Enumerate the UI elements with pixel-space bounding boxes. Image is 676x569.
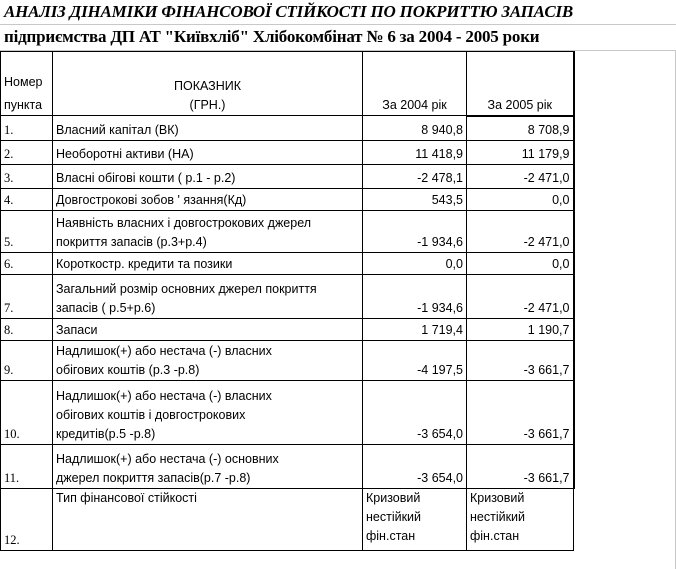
table-row [1,341,574,381]
value-2004: 543,5 [363,189,467,211]
row-number: 7. [1,275,53,319]
indicator-line: Надлишок(+) або нестача (-) основних [56,452,279,466]
row-indicator [53,253,363,275]
row-number: 8. [1,319,53,341]
indicator-line: обігових коштів і довгострокових [56,408,246,422]
row-indicator [53,319,363,341]
row-number: 10. [1,381,53,445]
indicator-line: покриття запасів (р.3+р.4) [56,235,207,249]
row-number: 4. [1,189,53,211]
stability-analysis-table [0,51,575,551]
indicator-line: Загальний розмір основних джерел покриття [56,282,317,296]
header-2004-cell [363,52,467,116]
table-row [1,141,574,165]
row-number: 12. [1,489,53,551]
value-2005: -2 471,0 [467,275,574,319]
value-2005: 1 190,7 [467,319,574,341]
report-subtitle: підприємства ДП АТ "Київхліб" Хлібокомбінат № 6 за 2004 - 2005 роки [4,27,540,46]
report-title: АНАЛІЗ ДІНАМІКИ ФІНАНСОВОЇ СТІЙКОСТІ ПО ПОКРИТТЮ ЗАПАСІВ [4,2,574,21]
value-2004: -3 654,0 [363,445,467,489]
value-2004: -3 654,0 [363,381,467,445]
row-number: 11. [1,445,53,489]
value-2004: 1 719,4 [363,319,467,341]
indicator-line: обігових коштів (р.3 -р.8) [56,363,200,377]
value-2005: -3 661,7 [467,445,574,489]
table-row [1,275,574,319]
row-indicator [53,381,363,445]
indicator-line: Довгострокові зобов ' язання(Кд) [56,193,247,207]
row-indicator [53,341,363,381]
stability-line: нестійкий [470,510,526,524]
stability-type-value [363,489,467,551]
value-2004: -1 934,6 [363,211,467,253]
table-row [1,489,574,551]
indicator-line: Тип фінансової стійкості [56,491,197,505]
table-row [1,116,574,141]
value-2004: -1 934,6 [363,275,467,319]
table-row [1,319,574,341]
indicator-line: Необоротні активи (НА) [56,147,194,161]
header-point-label: пункта [4,98,43,112]
row-number: 3. [1,165,53,189]
header-2004-label: За 2004 рік [382,98,447,112]
stability-line: нестійкий [366,510,422,524]
indicator-line: Запаси [56,323,98,337]
header-2005-label: За 2005 рік [487,97,552,112]
table-row [1,165,574,189]
row-indicator [53,141,363,165]
table-row [1,189,574,211]
value-2004: -2 478,1 [363,165,467,189]
value-2005: -3 661,7 [467,381,574,445]
table-row [1,445,574,489]
stability-line: Кризовий [470,491,525,505]
table-row [1,211,574,253]
value-2005: 11 179,9 [467,141,574,165]
value-2004: -4 197,5 [363,341,467,381]
value-2005: -3 661,7 [467,341,574,381]
stability-line: фін.стан [366,529,416,543]
value-2004: 11 418,9 [363,141,467,165]
header-number-cell [1,52,53,116]
row-indicator [53,189,363,211]
row-indicator [53,165,363,189]
header-indicator-cell [53,52,363,116]
stability-line: Кризовий [366,491,421,505]
stability-line: фін.стан [470,529,520,543]
value-2005: 0,0 [467,253,574,275]
indicator-line: кредитів(р.5 -р.8) [56,427,156,441]
table-row [1,253,574,275]
stability-type-value [467,489,574,551]
indicator-line: Власні обігові кошти ( р.1 - р.2) [56,171,236,185]
header-indicator-label: ПОКАЗНИК [173,79,242,93]
indicator-line: Наявність власних і довгострокових джерел [56,216,312,230]
row-number: 2. [1,141,53,165]
value-2005: -2 471,0 [467,211,574,253]
header-number-label: Номер [4,75,43,89]
row-number: 9. [1,341,53,381]
row-indicator [53,445,363,489]
value-2005: -2 471,0 [467,165,574,189]
row-indicator [53,116,363,141]
row-number: 1. [1,116,53,141]
header-unit-label: (ГРН.) [189,98,226,112]
indicator-line: джерел покриття запасів(р.7 -р.8) [56,471,251,485]
indicator-line: Надлишок(+) або нестача (-) власних [56,389,272,403]
row-indicator [53,489,363,551]
indicator-line: Власний капітал (ВК) [56,123,179,137]
header-row [1,52,574,116]
value-2005: 8 708,9 [467,116,574,141]
table-row [1,381,574,445]
row-indicator [53,275,363,319]
header-2005-cell [467,52,574,116]
indicator-line: Короткостр. кредити та позики [56,257,233,271]
row-number: 6. [1,253,53,275]
row-number: 5. [1,211,53,253]
value-2004: 0,0 [363,253,467,275]
row-indicator [53,211,363,253]
value-2004: 8 940,8 [363,116,467,141]
indicator-line: запасів ( р.5+р.6) [56,301,156,315]
value-2005: 0,0 [467,189,574,211]
indicator-line: Надлишок(+) або нестача (-) власних [56,344,272,358]
